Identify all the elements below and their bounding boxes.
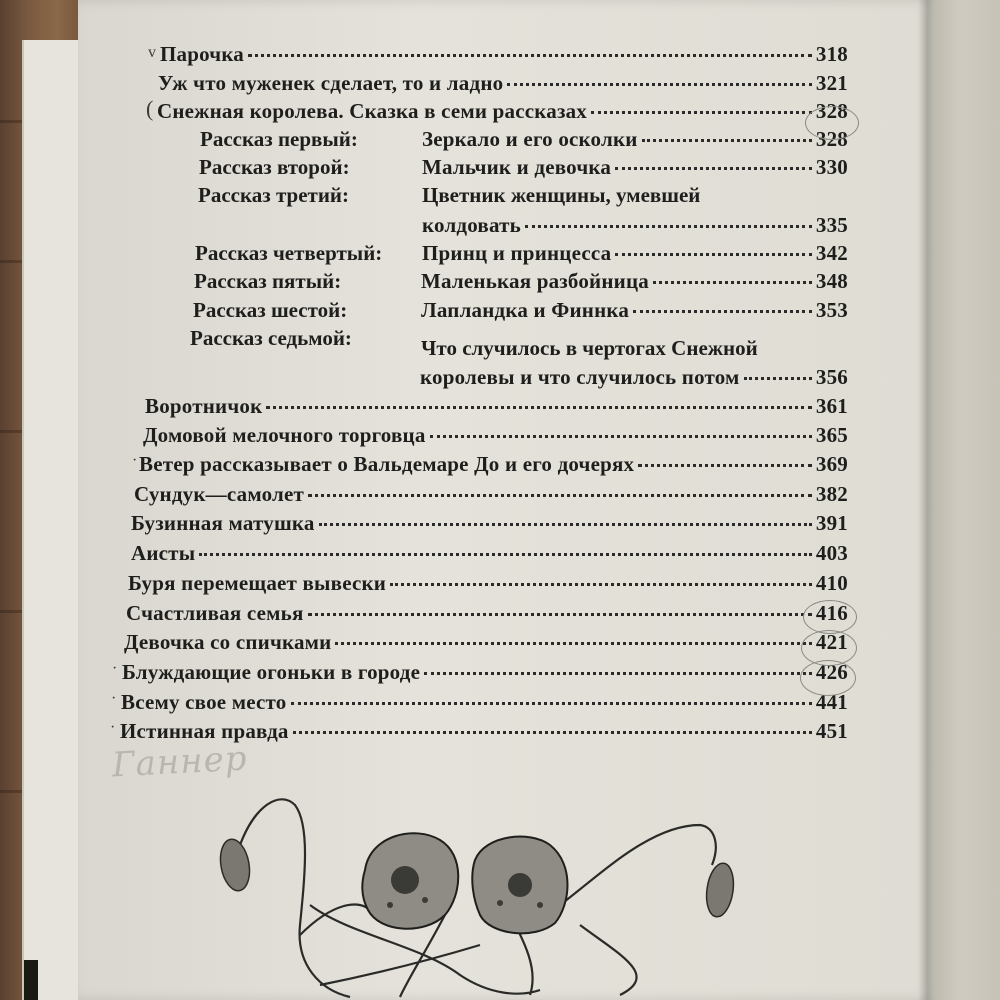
toc-page: 356 — [815, 365, 848, 389]
toc-sub-label: Рассказ четвертый: — [195, 241, 383, 265]
toc-page: 318 — [815, 42, 848, 66]
toc-title: Сундук—самолет — [134, 482, 305, 506]
toc-page: 369 — [815, 452, 848, 476]
toc-entry — [422, 127, 848, 152]
toc-title: Принц и принцесса — [422, 241, 612, 265]
toc-page: 330 — [815, 155, 848, 179]
toc-title: Домовой мелочного торговца — [143, 423, 426, 447]
toc-title: Аисты — [131, 541, 196, 565]
toc-page: 328 — [815, 99, 848, 123]
toc-entry — [422, 155, 848, 180]
toc-page: 342 — [815, 241, 848, 265]
toc-title: королевы и что случилось потом — [420, 365, 740, 389]
toc-title: Воротничок — [145, 394, 263, 418]
toc-entry — [124, 630, 848, 655]
pencil-tick: · — [111, 690, 117, 707]
pencil-circle — [800, 660, 856, 696]
toc-title: Снежная королева. Сказка в семи рассказах — [157, 99, 587, 123]
toc-sub-label: Рассказ шестой: — [193, 298, 348, 322]
poppy-illustration — [200, 785, 760, 1000]
toc-page: 451 — [815, 719, 848, 743]
toc-page: 353 — [815, 298, 848, 322]
pencil-tick: · — [112, 660, 118, 677]
toc-page: 410 — [815, 571, 848, 595]
toc-sub-label: Рассказ первый: — [200, 127, 358, 151]
pencil-tick: v — [148, 44, 156, 61]
toc-sub-label: Рассказ третий: — [198, 183, 350, 207]
toc-page: 391 — [815, 511, 848, 535]
toc-title: Всему свое место — [121, 690, 287, 714]
toc-entry — [420, 365, 848, 390]
toc-page: 348 — [815, 269, 848, 293]
toc-entry — [126, 601, 848, 626]
toc-page: 426 — [815, 660, 848, 684]
toc-page: 335 — [815, 213, 848, 237]
toc-title: Ветер рассказывает о Вальдемаре До и его дочерях — [139, 452, 635, 476]
toc-entry — [421, 298, 848, 323]
toc-page: 361 — [815, 394, 848, 418]
toc-entry — [157, 99, 848, 124]
pencil-handwriting: Ганнер — [111, 738, 249, 786]
toc-page: 328 — [815, 127, 848, 151]
toc-entry — [131, 511, 848, 536]
toc-title: Буря перемещает вывески — [128, 571, 387, 595]
toc-entry — [134, 482, 848, 507]
toc-entry — [139, 452, 848, 477]
toc-page: 416 — [815, 601, 848, 625]
toc-entry — [131, 541, 848, 566]
toc-page: 441 — [815, 690, 848, 714]
toc-page: 382 — [815, 482, 848, 506]
toc-title: Блуждающие огоньки в городе — [122, 660, 421, 684]
toc-title: Мальчик и девочка — [422, 155, 612, 179]
toc-title: Девочка со спичками — [124, 630, 332, 654]
toc-entry — [143, 423, 848, 448]
toc-sub-label: Рассказ седьмой: — [190, 326, 352, 350]
toc-title-line1: Цветник женщины, умевшей — [422, 183, 701, 207]
toc-title: Зеркало и его осколки — [422, 127, 638, 151]
toc-entry — [145, 394, 848, 419]
toc-page: 365 — [815, 423, 848, 447]
pencil-circle — [805, 106, 859, 140]
pencil-circle — [803, 600, 857, 634]
toc-entry — [421, 269, 848, 294]
toc-title: Лапландка и Финнка — [421, 298, 630, 322]
toc-page: 403 — [815, 541, 848, 565]
toc-entry — [158, 71, 848, 96]
toc-sub-label: Рассказ второй: — [199, 155, 350, 179]
pencil-tick: · — [110, 719, 116, 736]
pencil-tick: · — [132, 452, 138, 469]
toc-entry — [422, 213, 848, 238]
toc-title: Уж что муженек сделает, то и ладно — [158, 71, 504, 95]
toc-entry — [128, 571, 848, 596]
toc-title: Маленькая разбойница — [421, 269, 649, 293]
toc-entry — [160, 42, 848, 67]
toc-title: колдовать — [422, 213, 521, 237]
toc-page: 421 — [815, 630, 848, 654]
pencil-tick: ( — [146, 96, 154, 121]
toc-title: Счастливая семья — [126, 601, 304, 625]
toc-page: 321 — [815, 71, 848, 95]
toc-entry — [422, 241, 848, 266]
toc-title: Бузинная матушка — [131, 511, 315, 535]
toc-entry — [122, 660, 848, 685]
toc-entry — [121, 690, 848, 715]
toc-title-line1: Что случилось в чертогах Снежной — [421, 336, 758, 360]
toc-sub-label: Рассказ пятый: — [194, 269, 342, 293]
toc-title: Истинная правда — [120, 719, 289, 743]
toc-title: Парочка — [160, 42, 244, 66]
